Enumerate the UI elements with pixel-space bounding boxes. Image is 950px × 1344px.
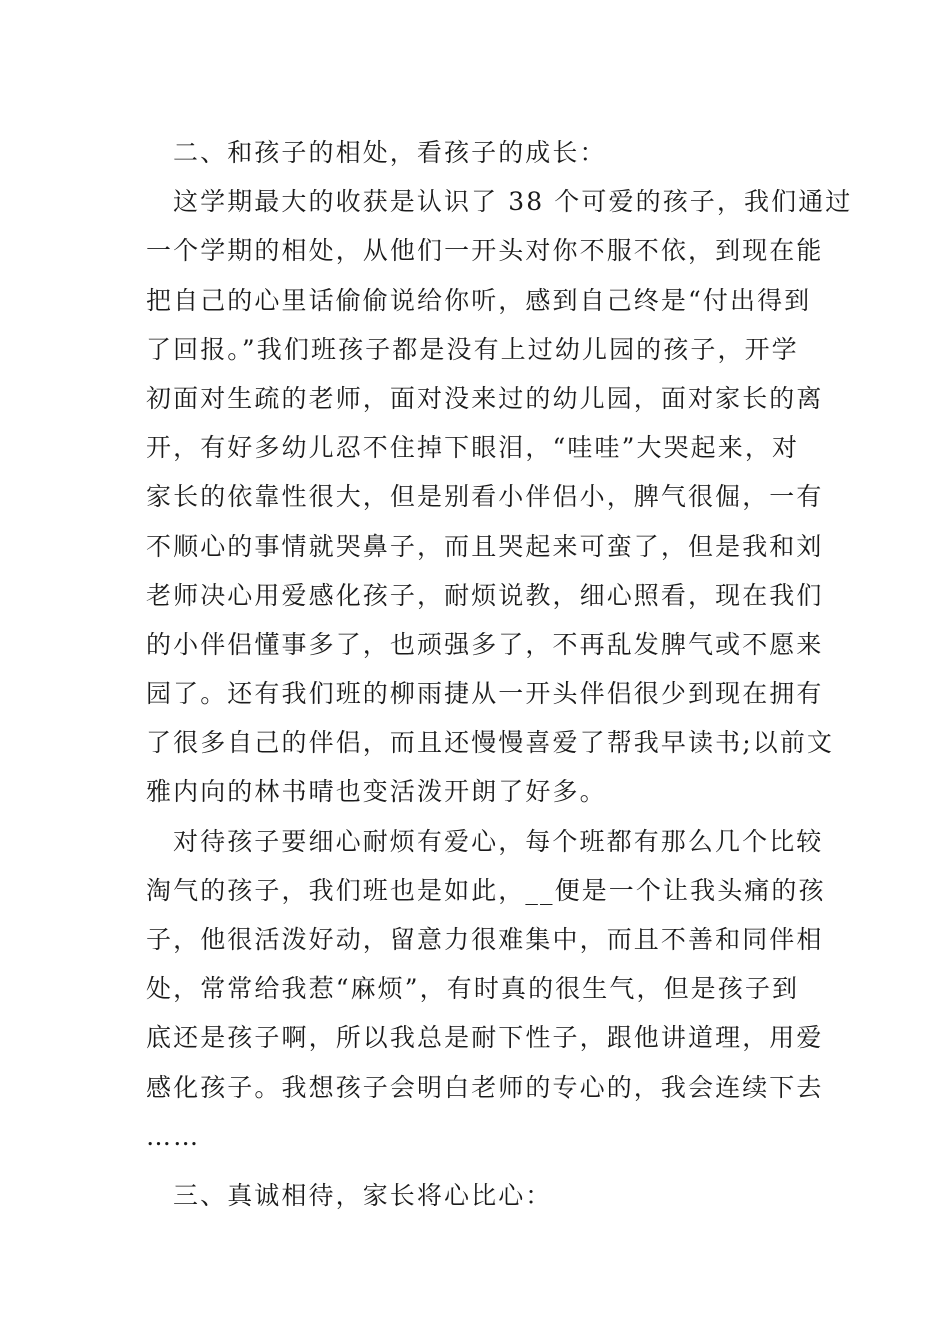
text-line: 把自己的心里话偷偷说给你听，感到自己终是“付出得到 — [146, 285, 812, 315]
text-line: 这学期最大的收获是认识了 38 个可爱的孩子，我们通过 — [173, 187, 853, 217]
section-heading-3: 三、真诚相待，家长将心比心： — [173, 1180, 553, 1210]
text-line: 不顺心的事情就哭鼻子，而且哭起来可蛮了，但是我和刘 — [146, 531, 824, 561]
text-line: 开，有好多幼儿忍不住掉下眼泪，“哇哇”大哭起来，对 — [146, 433, 800, 463]
text-line: 处，常常给我惹“麻烦”，有时真的很生气，但是孩子到 — [146, 974, 800, 1004]
text-line: 雅内向的林书晴也变活泼开朗了好多。 — [146, 777, 607, 807]
text-line: 了很多自己的伴侣，而且还慢慢喜爱了帮我早读书;以前文 — [146, 728, 835, 758]
paragraph-gap — [146, 1161, 808, 1171]
section-heading-2: 二、和孩子的相处，看孩子的成长： — [173, 138, 607, 167]
text-line: 感化孩子。我想孩子会明白老师的专心的，我会连续下去 — [146, 1072, 824, 1102]
paragraph-1 — [146, 177, 853, 816]
text-line: 的小伴侣懂事多了，也顽强多了，不再乱发脾气或不愿来 — [146, 629, 824, 659]
text-line: 对待孩子要细心耐烦有爱心，每个班都有那么几个比较 — [173, 826, 824, 856]
text-line: 家长的依靠性很大，但是别看小伴侣小，脾气很倔，一有 — [146, 482, 824, 512]
text-line: 老师决心用爱感化孩子，耐烦说教，细心照看，现在我们 — [146, 580, 824, 610]
text-line: 子，他很活泼好动，留意力很难集中，而且不善和同伴相 — [146, 925, 824, 954]
text-line: 淘气的孩子，我们班也是如此，__便是一个让我头痛的孩 — [146, 875, 826, 905]
document-body — [146, 128, 853, 1220]
text-line: 初面对生疏的老师，面对没来过的幼儿园，面对家长的离 — [146, 383, 824, 413]
paragraph-2 — [146, 817, 826, 1161]
text-line: 了回报。”我们班孩子都是没有上过幼儿园的孩子，开学 — [146, 334, 799, 364]
text-line: 园了。还有我们班的柳雨捷从一开头伴侣很少到现在拥有 — [146, 679, 824, 709]
text-line: …… — [146, 1121, 201, 1151]
text-line: 底还是孩子啊，所以我总是耐下性子，跟他讲道理，用爱 — [146, 1023, 824, 1053]
text-line: 一个学期的相处，从他们一开头对你不服不依，到现在能 — [146, 236, 824, 266]
